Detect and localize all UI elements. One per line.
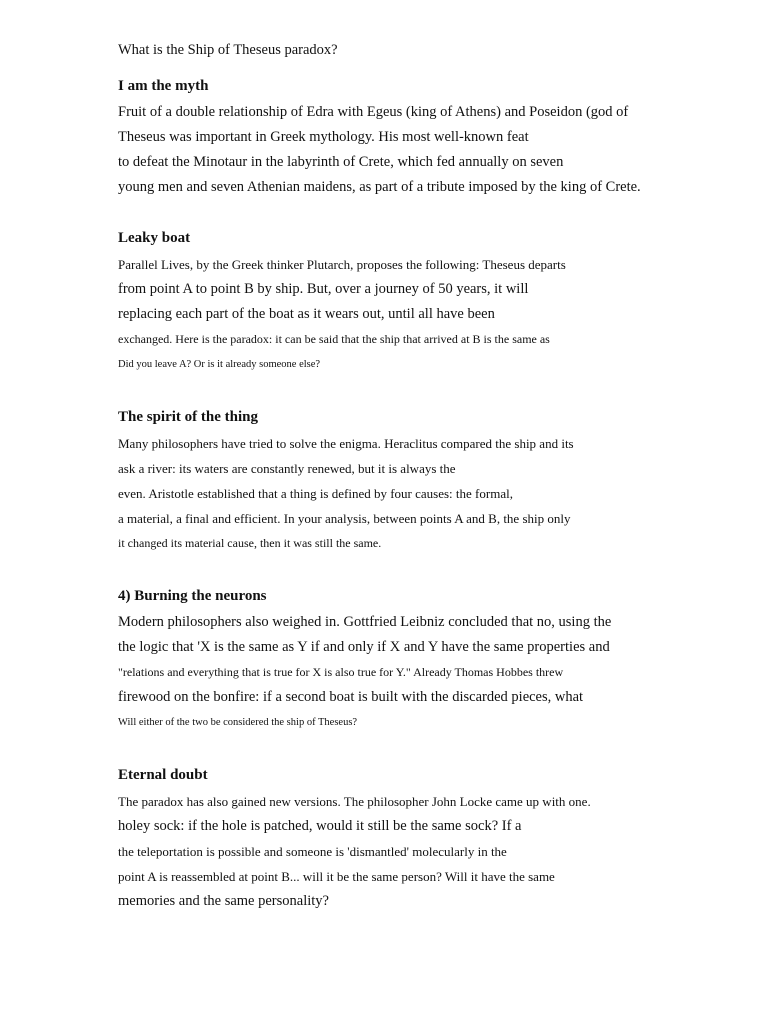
paragraph-line: point A is reassembled at point B... will it be the same person? Will it have the same (118, 869, 555, 884)
section-burning-the-neurons (118, 586, 748, 735)
paragraph-line: to defeat the Minotaur in the labyrinth of Crete, which fed annually on seven (118, 154, 564, 170)
paragraph-line: The paradox has also gained new versions. The philosopher John Locke came up with one. (118, 794, 591, 809)
section-heading: I am the myth (118, 78, 209, 94)
paragraph-line: the teleportation is possible and someone is 'dismantled' molecularly in the (118, 844, 507, 859)
section-heading: 4) Burning the neurons (118, 588, 267, 604)
section-leaky-boat (118, 228, 748, 377)
paragraph-line: young men and seven Athenian maidens, as part of a tribute imposed by the king of Crete. (118, 179, 641, 195)
paragraph-line: a material, a final and efficient. In your analysis, between points A and B, the ship only (118, 511, 571, 526)
paragraph-line: holey sock: if the hole is patched, would it still be the same sock? If a (118, 818, 522, 834)
paragraph-line: replacing each part of the boat as it wears out, until all have been (118, 306, 495, 322)
paragraph-line: memories and the same personality? (118, 893, 329, 909)
document-title: What is the Ship of Theseus paradox? (118, 42, 338, 58)
paragraph-line: Parallel Lives, by the Greek thinker Plutarch, proposes the following: Theseus departs (118, 257, 566, 272)
paragraph-line: from point A to point B by ship. But, over a journey of 50 years, it will (118, 281, 529, 297)
paragraph-line: Will either of the two be considered the ship of Theseus? (118, 717, 358, 728)
paragraph-line: ask a river: its waters are constantly renewed, but it is always the (118, 461, 456, 476)
section-heading: Leaky boat (118, 230, 191, 246)
paragraph-line: exchanged. Here is the paradox: it can be said that the ship that arrived at B is the same as (118, 332, 550, 346)
section-eternal-doubt (118, 765, 748, 914)
section-spirit-of-the-thing (118, 407, 748, 556)
paragraph-line: Fruit of a double relationship of Edra with Egeus (king of Athens) and Poseidon (god of (118, 104, 629, 120)
paragraph-line: Theseus was important in Greek mythology. His most well-known feat (118, 129, 529, 145)
paragraph-line: even. Aristotle established that a thing is defined by four causes: the formal, (118, 486, 513, 501)
paragraph-line: it changed its material cause, then it was still the same. (118, 536, 382, 550)
section-i-am-the-myth (118, 76, 748, 200)
section-heading: The spirit of the thing (118, 409, 259, 425)
paragraph-line: Many philosophers have tried to solve the enigma. Heraclitus compared the ship and its (118, 436, 574, 451)
paragraph-line: firewood on the bonfire: if a second boat is built with the discarded pieces, what (118, 689, 584, 705)
document-page (118, 40, 748, 914)
section-heading: Eternal doubt (118, 767, 208, 783)
paragraph-line: the logic that 'X is the same as Y if and only if X and Y have the same properties and (118, 639, 610, 655)
paragraph-line: Modern philosophers also weighed in. Gottfried Leibniz concluded that no, using the (118, 614, 612, 630)
paragraph-line: Did you leave A? Or is it already someone else? (118, 359, 321, 370)
paragraph-line: "relations and everything that is true for X is also true for Y." Already Thomas Hobbes threw (118, 665, 564, 679)
